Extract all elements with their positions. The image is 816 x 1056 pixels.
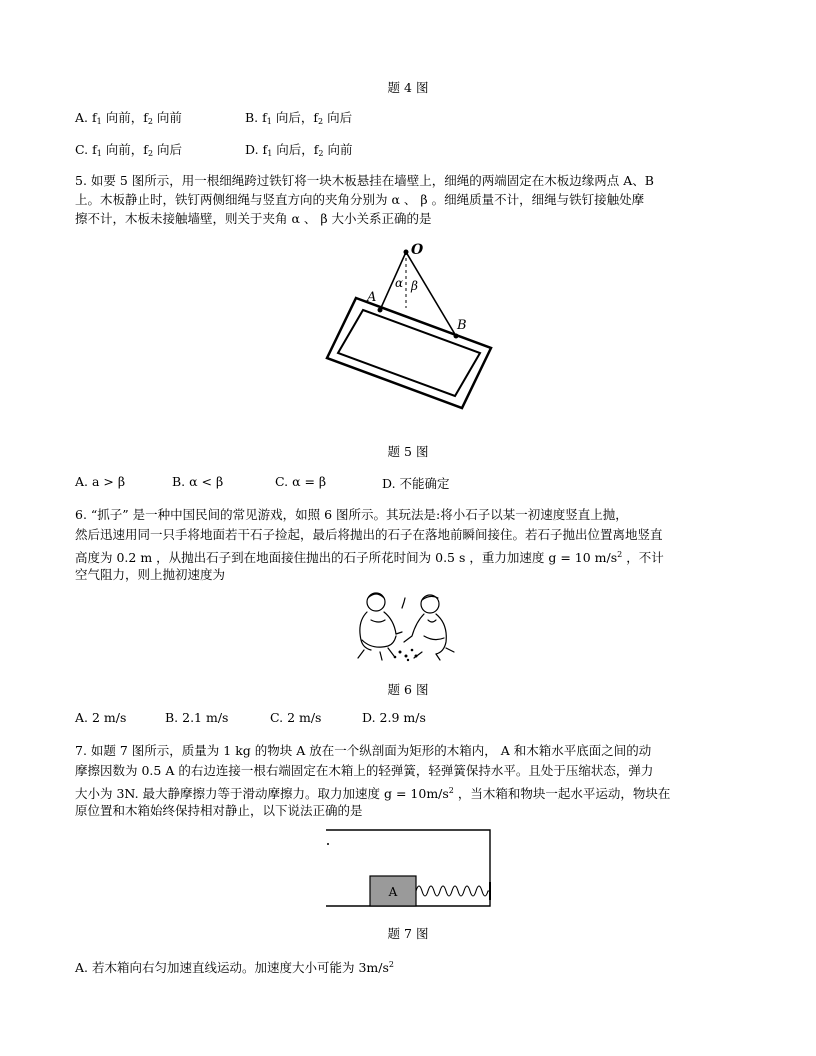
q5-option-b: B. α < β (172, 474, 224, 489)
left-child (358, 593, 402, 660)
label-alpha: α (395, 276, 404, 290)
q5-line-1: 5. 如要 5 图所示，用一根细绳跨过铁钉将一块木板悬挂在墙壁上，细绳的两端固定在木板边缘两点 A、B (75, 173, 654, 188)
q4-option-c: C. $f_1$ 向前，$f_2$ 向后 (75, 142, 183, 158)
string-right (406, 252, 456, 336)
q7-line-1: 7. 如题 7 图所示，质量为 1 kg 的物块 A 放在一个纵剖面为矩形的木箱内， A 和木箱水平底面之间的动 (75, 743, 652, 758)
q4-option-d: D. $f_1$ 向后，$f_2$ 向前 (245, 142, 353, 158)
figure-5-board-diagram (310, 238, 510, 410)
q5-option-c: C. α = β (275, 474, 327, 489)
nail-point-o (404, 250, 409, 255)
label-a: A (367, 290, 377, 305)
block-a-label: A (388, 885, 398, 899)
q5-option-d: D. 不能确定 (382, 476, 450, 491)
figure-5-caption: 题 5 图 (387, 444, 429, 459)
compressed-spring (416, 886, 490, 896)
q6-line-3: 高度为 0.2 m ，从抛出石子到在地面接住抛出的石子所花时间为 0.5 s ，重力加速度 g = 10 $m/s^2$ ，不计 (75, 550, 664, 565)
q6-line-1: 6. “抓子” 是一种中国民间的常见游戏，如照 6 图所示。其玩法是:将小石子以某一初速度竖直上抛， (75, 507, 628, 522)
figure-6-caption: 题 6 图 (387, 682, 429, 697)
thrown-stone (402, 598, 405, 608)
figure-7-box-spring-diagram (322, 826, 494, 910)
point-b (454, 334, 459, 339)
q5-line-2: 上。木板静止时，铁钉两侧细绳与竖直方向的夹角分别为 α 、 β 。细绳质量不计，细绳与铁钉接触处摩 (75, 192, 645, 207)
figure-7-caption: 题 7 图 (387, 926, 429, 941)
q7-option-a: A. 若木箱向右匀加速直线运动。加速度大小可能为 $3m/s^2$ (75, 960, 394, 975)
q7-line-4: 原位置和木箱始终保持相对静止，以下说法正确的是 (75, 803, 363, 818)
tilted-board (327, 298, 491, 408)
q6-line-2: 然后迅速用同一只手将地面若干石子捡起，最后将抛出的石子在落地前瞬间接住。若石子抛出位置离地竖直 (75, 527, 663, 542)
q4-option-a: A. $f_1$ 向前，$f_2$ 向前 (75, 110, 182, 126)
q6-option-d: D. 2.9 m/s (362, 710, 426, 725)
q6-option-c: C. 2 m/s (270, 710, 322, 725)
q7-line-2: 摩擦因数为 0.5 A 的右边连接一根右端固定在木箱上的轻弹簧，轻弹簧保持水平。且处于压缩状态，弹力 (75, 763, 654, 778)
label-beta: β (411, 279, 418, 293)
q6-option-a: A. 2 m/s (75, 710, 127, 725)
figure-6-children-playing-illustration (350, 590, 468, 664)
q7-line-3: 大小为 3N. 最大静摩擦力等于滑动摩擦力。取力加速度 $g = 10m/s^2$ ，当木箱和物块一起水平运动，物块在 (75, 786, 671, 801)
q6-line-4: 空气阻力，则上抛初速度为 (75, 567, 226, 582)
q6-option-b: B. 2.1 m/s (165, 710, 229, 725)
label-b: B (457, 318, 467, 333)
point-a (378, 308, 383, 313)
box-mark-dot (327, 843, 329, 845)
ground-stones (394, 649, 418, 662)
q5-line-3: 擦不计，木板未接触墙壁，则关于夹角 α 、 β 大小关系正确的是 (75, 211, 432, 226)
figure-4-caption: 题 4 图 (387, 80, 429, 95)
q4-option-b: B. $f_1$ 向后，$f_2$ 向后 (245, 110, 353, 126)
q5-option-a: A. a > β (75, 474, 126, 489)
label-o: O (411, 242, 424, 258)
